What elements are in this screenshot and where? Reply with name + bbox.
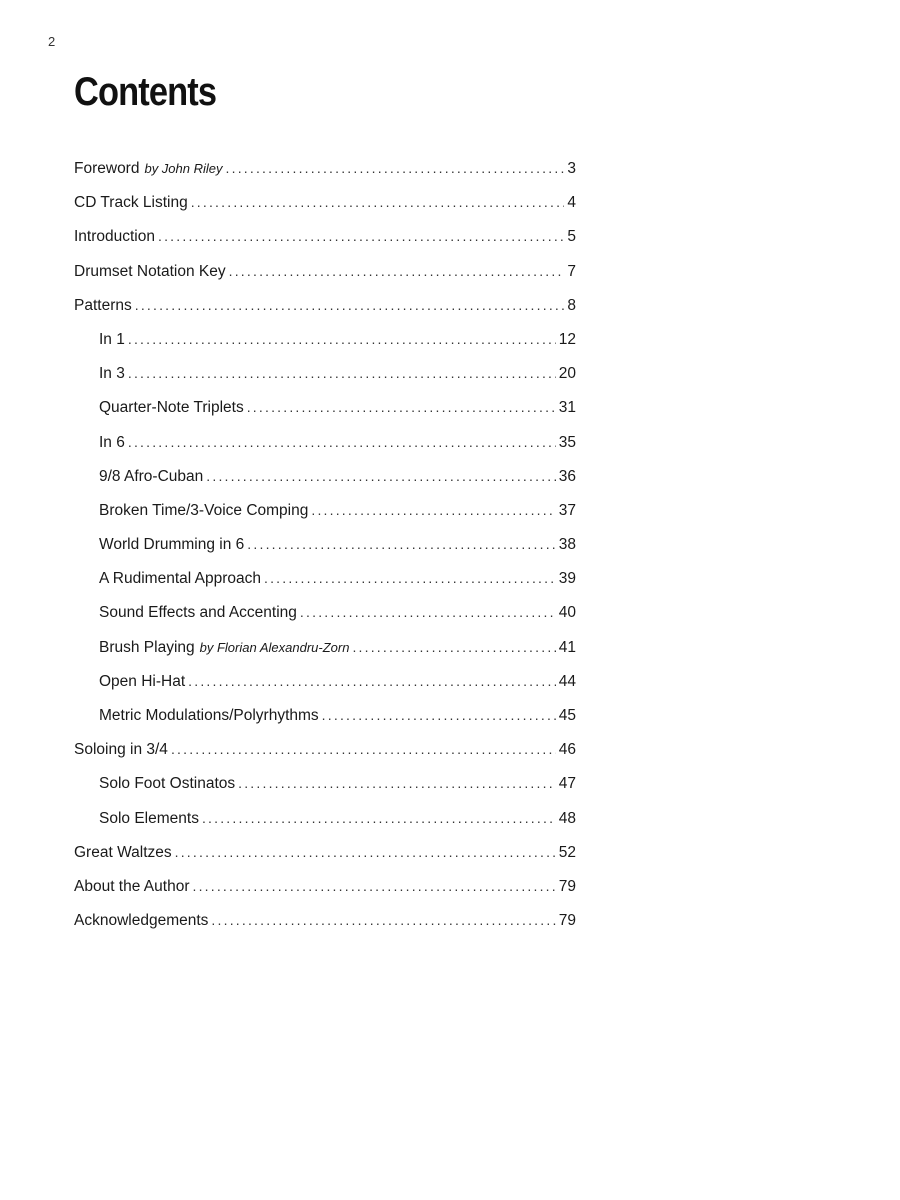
dot-leader [158,228,564,244]
toc-entry-label: Acknowledgements [74,912,209,930]
toc-entry-byline: by Florian Alexandru-Zorn [199,639,350,655]
toc-entry[interactable] [74,878,576,912]
dot-leader [135,297,565,313]
toc-entry-label: A Rudimental Approach [99,570,261,588]
dot-leader [191,194,565,210]
toc-entry-page-number: 79 [558,877,576,895]
toc-entry-page-number: 45 [558,707,576,724]
toc-entry-page-number: 48 [558,809,576,827]
toc-entry-label: In 6 [99,433,125,451]
dot-leader [238,775,556,791]
toc-entry-page-number: 35 [558,433,576,451]
toc-entry-label: Soloing in 3/4 [74,741,168,759]
page-title: Contents [74,70,217,114]
toc-entry[interactable] [74,639,576,673]
toc-entry-page-number: 12 [558,330,576,348]
toc-entry[interactable] [74,844,576,878]
toc-entry-label: Foreword [74,160,140,177]
toc-entry-page-number: 3 [567,160,576,177]
toc-entry-page-number: 7 [567,262,576,280]
toc-entry[interactable] [74,673,576,707]
toc-entry-page-number: 47 [558,775,576,793]
toc-entry-label: Drumset Notation Key [74,262,226,280]
dot-leader [128,365,556,381]
table-of-contents [74,160,576,946]
dot-leader [128,434,556,450]
toc-entry-label: Patterns [74,296,132,314]
dot-leader [206,468,555,484]
toc-entry[interactable] [74,194,576,228]
toc-entry-label: About the Author [74,877,190,895]
page-number: 2 [48,34,56,49]
toc-entry-label: Broken Time/3-Voice Comping [99,501,309,519]
toc-entry[interactable] [74,331,576,365]
toc-entry-byline: by John Riley [144,161,223,176]
toc-entry-label: Sound Effects and Accenting [99,604,297,622]
toc-entry[interactable] [74,228,576,262]
toc-entry-page-number: 8 [567,296,576,314]
toc-entry-label: In 3 [99,365,125,383]
toc-entry[interactable] [74,707,576,741]
toc-entry-page-number: 44 [558,672,576,690]
toc-entry[interactable] [74,810,576,844]
toc-entry[interactable] [74,468,576,502]
dot-leader [311,502,555,518]
toc-entry-page-number: 36 [558,467,576,485]
toc-entry-label: 9/8 Afro-Cuban [99,467,204,485]
toc-entry-page-number: 20 [558,365,576,383]
toc-entry[interactable] [74,297,576,331]
toc-entry-page-number: 52 [558,843,576,861]
dot-leader [322,707,556,723]
dot-leader [229,263,565,279]
toc-entry-label: Solo Elements [99,809,199,827]
toc-entry-page-number: 39 [558,570,576,588]
toc-entry-label: Solo Foot Ostinatos [99,775,236,793]
toc-entry[interactable] [74,536,576,570]
dot-leader [247,536,555,552]
dot-leader [188,673,556,689]
toc-entry[interactable] [74,434,576,468]
toc-entry-page-number: 37 [558,501,576,519]
toc-entry-label: CD Track Listing [74,194,188,212]
toc-entry-page-number: 41 [558,638,576,656]
toc-entry-label: Quarter-Note Triplets [99,399,244,417]
dot-leader [192,878,555,894]
toc-entry-page-number: 38 [558,536,576,554]
toc-entry-page-number: 5 [567,228,576,246]
toc-entry[interactable] [74,502,576,536]
dot-leader [175,844,556,860]
dot-leader [128,331,556,347]
dot-leader [247,399,556,415]
toc-entry-page-number: 79 [558,912,576,930]
toc-entry[interactable] [74,263,576,297]
toc-entry-label: Brush Playing [99,638,195,656]
dot-leader [226,160,565,176]
toc-entry-page-number: 46 [558,741,576,759]
dot-leader [352,639,555,655]
dot-leader [264,570,556,586]
toc-entry[interactable] [74,912,576,946]
toc-entry-label: Great Waltzes [74,843,172,861]
dot-leader [300,604,556,620]
toc-entry[interactable] [74,604,576,638]
toc-entry[interactable] [74,570,576,604]
dot-leader [171,741,556,757]
toc-entry-label: Introduction [74,228,155,246]
toc-entry-label: In 1 [99,330,125,348]
toc-entry[interactable] [74,399,576,433]
toc-entry[interactable] [74,741,576,775]
toc-entry-page-number: 31 [558,399,576,417]
toc-entry-label: Metric Modulations/Polyrhythms [99,707,319,724]
toc-entry-page-number: 4 [567,194,576,212]
toc-entry[interactable] [74,160,576,194]
toc-entry-label: Open Hi-Hat [99,672,186,690]
dot-leader [211,912,555,928]
toc-entry-page-number: 40 [558,604,576,622]
toc-entry[interactable] [74,365,576,399]
toc-entry-label: World Drumming in 6 [99,536,245,554]
dot-leader [202,810,556,826]
toc-entry[interactable] [74,775,576,809]
